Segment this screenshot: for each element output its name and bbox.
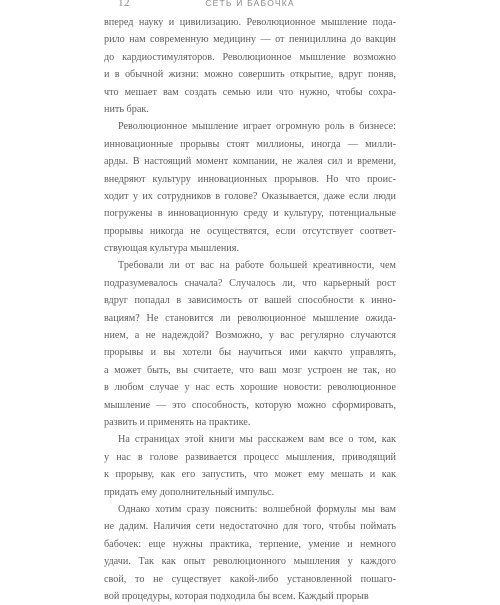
text-line: мышление — это способность, которую можно сформировать, <box>104 399 396 411</box>
text-line: вперед науку и цивилизацию. Революционное мышление пода- <box>104 17 396 28</box>
text-line: что мешает вам создать семью или что нужно, чтобы сохра- <box>104 86 396 98</box>
text-line: инновационные прорывы стоят миллионы, иногда — милли- <box>104 138 396 150</box>
text-line: в любом случае у нас есть хорошие новости: революционное <box>104 382 396 394</box>
text-line: свой, то не существует какой-либо установленной пошаго- <box>104 573 396 585</box>
text-line: придать ему дополнительный импульс. <box>104 486 275 498</box>
text-line: рило нам современную медицину — от пенициллина до вакцин <box>104 34 396 46</box>
text-line: ствующая культура мышления. <box>104 243 239 255</box>
text-line: арды. В настоящий момент компании, не жалея сил и времени, <box>104 156 396 168</box>
text-line: не дадим. Наличия сети недостаточно для того, чтобы поймать <box>104 521 396 533</box>
text-line: бабочек: еще нужны практика, терпение, умение и немного <box>104 538 396 550</box>
text-line: На страницах этой книги мы расскажем вам все о том, как <box>118 434 396 446</box>
text-line: Требовали ли от вас на работе большей креативности, чем <box>118 260 396 272</box>
text-line: нить брак. <box>104 103 149 115</box>
text-line: к прорыву, как его запустить, что может ему мешать и как <box>104 469 396 481</box>
text-line: прорывы и вы хотели бы научиться ими какчто управлять, <box>104 347 396 359</box>
page-number: 12 <box>118 0 130 9</box>
paragraph <box>104 257 396 431</box>
text-line: до кардиостимуляторов. Революционное мышление возможно <box>104 51 396 63</box>
paragraph <box>104 431 396 501</box>
text-line: у нас в голове развивается процесс мышления, приводящий <box>104 451 396 463</box>
text-line: удачи. Так как опыт революционного мышления у каждого <box>104 556 396 568</box>
text-line: вой процедуры, которая подходила бы всем. Каждый прорыв <box>104 590 369 602</box>
text-line: Однако хотим сразу пояснить: волшебной формулы мы вам <box>118 503 396 515</box>
paragraph <box>104 118 396 257</box>
running-head: СЕТЬ И БАБОЧКА <box>205 0 295 8</box>
text-line: развить и применять на практике. <box>104 416 251 428</box>
paragraph <box>104 14 396 118</box>
text-line: прорывы никогда не осуществятся, если отсутствует соответ- <box>104 225 396 237</box>
text-line: Революционное мышление играет огромную роль в бизнесе: <box>118 121 396 133</box>
paragraph <box>104 501 396 605</box>
text-line: а может быть, вы считаете, что ваш мозг устроен не так, но <box>104 364 396 376</box>
text-line: и в обычной жизни: можно совершить открытие, вдруг поняв, <box>104 69 396 81</box>
text-line: ходит у их сотрудников в голове? Оказывается, даже если люди <box>104 190 396 202</box>
text-line: вациям? Не становится ли революционное мышление ожида- <box>104 312 396 324</box>
body-text <box>104 14 396 605</box>
text-line: нием, а не надеждой? Возможно, у вас регулярно случаются <box>104 330 396 342</box>
text-line: вдруг попадал в зависимость от вашей способности к инно- <box>104 295 396 307</box>
text-line: внедряют культуру инновационных прорывов. Но что проис- <box>104 173 396 185</box>
text-line: подразумевалось сначала? Случалось ли, что карьерный рост <box>104 277 396 289</box>
text-line: погружены в инновационную среду и культуру, потенциальные <box>104 208 396 220</box>
